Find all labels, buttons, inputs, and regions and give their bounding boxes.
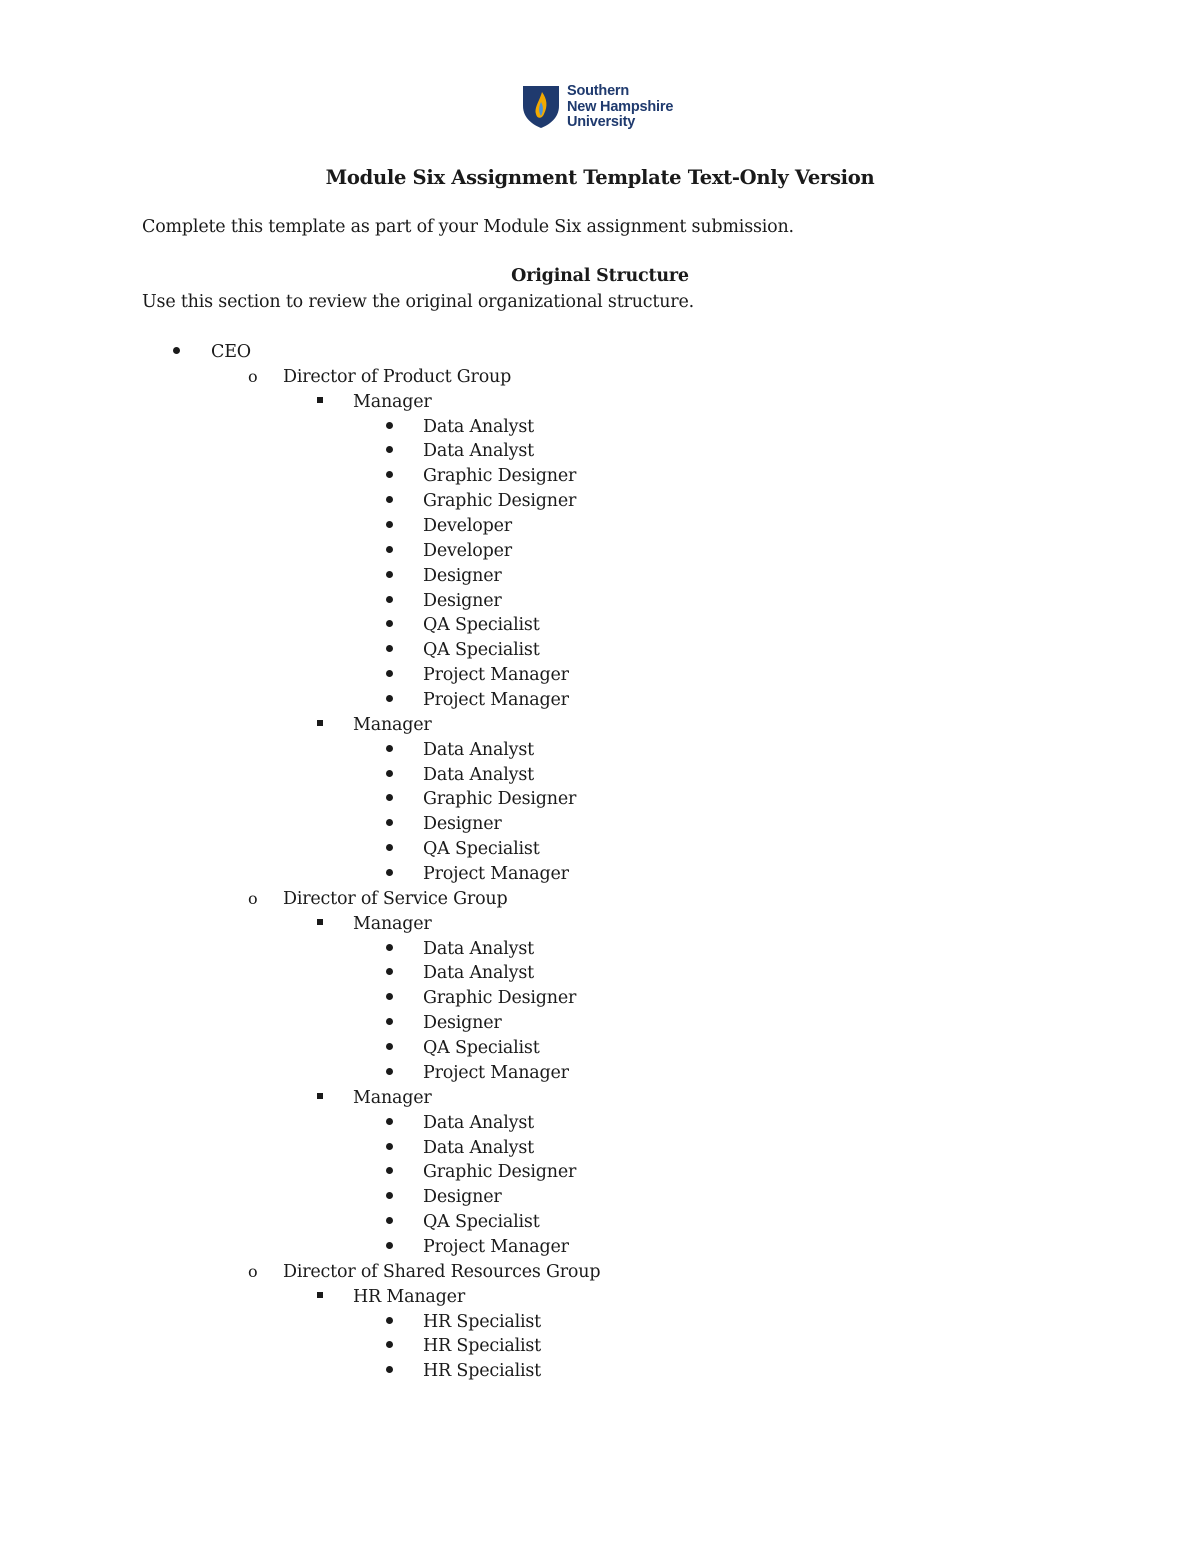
bullet-disc-icon bbox=[386, 1061, 393, 1086]
outline-item bbox=[0, 1185, 1200, 1210]
outline-item bbox=[0, 589, 1200, 614]
bullet-square-icon bbox=[317, 1285, 323, 1310]
outline-item-label: Graphic Designer bbox=[423, 789, 577, 810]
outline-item bbox=[0, 688, 1200, 713]
outline-item-label: Project Manager bbox=[423, 1062, 569, 1083]
outline-item-label: Graphic Designer bbox=[423, 1162, 577, 1183]
outline-item-label: Project Manager bbox=[423, 690, 569, 711]
section-intro: Use this section to review the original organizational structure. bbox=[142, 292, 694, 312]
bullet-disc-icon bbox=[386, 1111, 393, 1136]
outline-item bbox=[0, 812, 1200, 837]
outline-item bbox=[0, 862, 1200, 887]
outline-item-label: HR Manager bbox=[353, 1286, 465, 1307]
bullet-disc-icon bbox=[386, 1185, 393, 1210]
outline-item bbox=[0, 564, 1200, 589]
outline-item bbox=[0, 1310, 1200, 1335]
bullet-circle-icon: o bbox=[248, 888, 258, 908]
outline-item bbox=[0, 1111, 1200, 1136]
bullet-disc-icon bbox=[386, 1011, 393, 1036]
shield-flame-icon bbox=[521, 84, 561, 130]
outline-item-label: QA Specialist bbox=[423, 1038, 540, 1059]
outline-item bbox=[0, 514, 1200, 539]
bullet-disc-icon bbox=[386, 986, 393, 1011]
bullet-disc-icon bbox=[386, 837, 393, 862]
logo-line-3: University bbox=[567, 114, 636, 130]
outline-item bbox=[0, 464, 1200, 489]
logo-line-2: New Hampshire bbox=[567, 98, 674, 115]
bullet-disc-icon bbox=[386, 564, 393, 589]
outline-item bbox=[0, 415, 1200, 440]
outline-item-label: Project Manager bbox=[423, 864, 569, 885]
outline-item-label: CEO bbox=[211, 342, 251, 362]
outline-item-label: Developer bbox=[423, 516, 512, 537]
outline-item bbox=[0, 1210, 1200, 1235]
bullet-disc-icon bbox=[386, 1036, 393, 1061]
outline-item-label: Director of Shared Resources Group bbox=[283, 1261, 601, 1282]
bullet-square-icon bbox=[317, 713, 323, 738]
outline-item-label: Manager bbox=[353, 391, 432, 412]
outline-item bbox=[0, 1061, 1200, 1086]
outline-item bbox=[0, 1235, 1200, 1260]
bullet-disc-icon bbox=[386, 1235, 393, 1260]
outline-item-label: Director of Product Group bbox=[283, 366, 512, 387]
outline-item bbox=[0, 937, 1200, 962]
outline-item bbox=[0, 887, 1200, 912]
outline-item-label: Designer bbox=[423, 1187, 502, 1208]
bullet-square-icon bbox=[317, 912, 323, 937]
outline-item bbox=[0, 713, 1200, 738]
section-heading: Original Structure bbox=[511, 266, 689, 286]
outline-item bbox=[0, 1136, 1200, 1161]
outline-item bbox=[0, 763, 1200, 788]
bullet-disc-icon bbox=[386, 1310, 393, 1335]
outline-item bbox=[0, 390, 1200, 415]
outline-item-label: Data Analyst bbox=[423, 441, 534, 462]
bullet-disc-icon bbox=[386, 738, 393, 763]
bullet-square-icon bbox=[317, 1086, 323, 1111]
bullet-disc-icon bbox=[386, 1160, 393, 1185]
bullet-disc-icon bbox=[386, 638, 393, 663]
outline-item bbox=[0, 1160, 1200, 1185]
bullet-disc-icon bbox=[386, 937, 393, 962]
outline-item-label: Manager bbox=[353, 913, 432, 934]
bullet-disc-icon bbox=[386, 1359, 393, 1384]
outline-item-label: Manager bbox=[353, 714, 432, 735]
outline-item bbox=[0, 1260, 1200, 1285]
bullet-disc-icon bbox=[386, 1334, 393, 1359]
outline-item-label: Data Analyst bbox=[423, 739, 534, 760]
outline-item bbox=[0, 638, 1200, 663]
outline-item-label: Data Analyst bbox=[423, 963, 534, 984]
bullet-disc-icon bbox=[386, 613, 393, 638]
bullet-disc-icon bbox=[386, 961, 393, 986]
bullet-circle-icon: o bbox=[248, 366, 258, 386]
bullet-disc-icon bbox=[386, 464, 393, 489]
bullet-disc-icon bbox=[386, 1210, 393, 1235]
outline-item-label: HR Specialist bbox=[423, 1361, 541, 1382]
outline-item bbox=[0, 1359, 1200, 1384]
outline-item bbox=[0, 912, 1200, 937]
bullet-disc-icon bbox=[386, 787, 393, 812]
outline-item-label: Designer bbox=[423, 565, 502, 586]
outline-item bbox=[0, 1285, 1200, 1310]
outline-item-label: Manager bbox=[353, 1087, 432, 1108]
outline-item-label: Designer bbox=[423, 814, 502, 835]
outline-item-label: Graphic Designer bbox=[423, 466, 577, 487]
outline-item bbox=[0, 961, 1200, 986]
outline-item bbox=[0, 1011, 1200, 1036]
logo-wordmark bbox=[567, 84, 673, 131]
bullet-disc-icon bbox=[386, 812, 393, 837]
bullet-disc-icon bbox=[386, 439, 393, 464]
outline-item bbox=[0, 439, 1200, 464]
bullet-disc-icon bbox=[386, 489, 393, 514]
outline-item bbox=[0, 365, 1200, 390]
outline-item-label: QA Specialist bbox=[423, 1212, 540, 1233]
bullet-disc-icon bbox=[386, 415, 393, 440]
outline-item-label: QA Specialist bbox=[423, 615, 540, 636]
bullet-square-icon bbox=[317, 390, 323, 415]
intro-paragraph: Complete this template as part of your Module Six assignment submission. bbox=[142, 217, 794, 237]
outline-item bbox=[0, 340, 1200, 365]
outline-item-label: Data Analyst bbox=[423, 1112, 534, 1133]
outline-item-label: Data Analyst bbox=[423, 1137, 534, 1158]
outline-item-label: QA Specialist bbox=[423, 839, 540, 860]
bullet-disc-icon bbox=[386, 688, 393, 713]
outline-item-label: Developer bbox=[423, 540, 512, 561]
outline-item bbox=[0, 663, 1200, 688]
university-logo bbox=[521, 84, 673, 131]
document-title: Module Six Assignment Template Text-Only Version bbox=[325, 166, 875, 189]
outline-item-label: Data Analyst bbox=[423, 938, 534, 959]
outline-item-label: Designer bbox=[423, 1013, 502, 1034]
outline-item bbox=[0, 787, 1200, 812]
outline-item-label: QA Specialist bbox=[423, 640, 540, 661]
outline-item bbox=[0, 613, 1200, 638]
outline-item-label: Data Analyst bbox=[423, 416, 534, 437]
outline-item-label: HR Specialist bbox=[423, 1336, 541, 1357]
bullet-disc-icon bbox=[386, 663, 393, 688]
outline-item-label: Director of Service Group bbox=[283, 888, 508, 909]
bullet-disc-icon bbox=[386, 514, 393, 539]
outline-item bbox=[0, 1036, 1200, 1061]
bullet-disc-icon bbox=[386, 539, 393, 564]
outline-item bbox=[0, 539, 1200, 564]
outline-item-label: Project Manager bbox=[423, 665, 569, 686]
bullet-disc-icon bbox=[386, 862, 393, 887]
bullet-disc-icon bbox=[386, 1136, 393, 1161]
outline-item bbox=[0, 837, 1200, 862]
outline-item-label: Project Manager bbox=[423, 1236, 569, 1257]
org-structure-outline bbox=[0, 340, 1200, 1384]
outline-item-label: Designer bbox=[423, 590, 502, 611]
bullet-disc-icon bbox=[386, 763, 393, 788]
bullet-disc-icon bbox=[173, 340, 180, 365]
outline-item bbox=[0, 738, 1200, 763]
outline-item-label: Data Analyst bbox=[423, 764, 534, 785]
bullet-disc-icon bbox=[386, 589, 393, 614]
outline-item-label: Graphic Designer bbox=[423, 988, 577, 1009]
logo-line-1: Southern bbox=[567, 83, 630, 99]
outline-item-label: HR Specialist bbox=[423, 1311, 541, 1332]
bullet-circle-icon: o bbox=[248, 1261, 258, 1281]
outline-item bbox=[0, 1086, 1200, 1111]
outline-item-label: Graphic Designer bbox=[423, 491, 577, 512]
outline-item bbox=[0, 1334, 1200, 1359]
outline-item bbox=[0, 986, 1200, 1011]
outline-item bbox=[0, 489, 1200, 514]
